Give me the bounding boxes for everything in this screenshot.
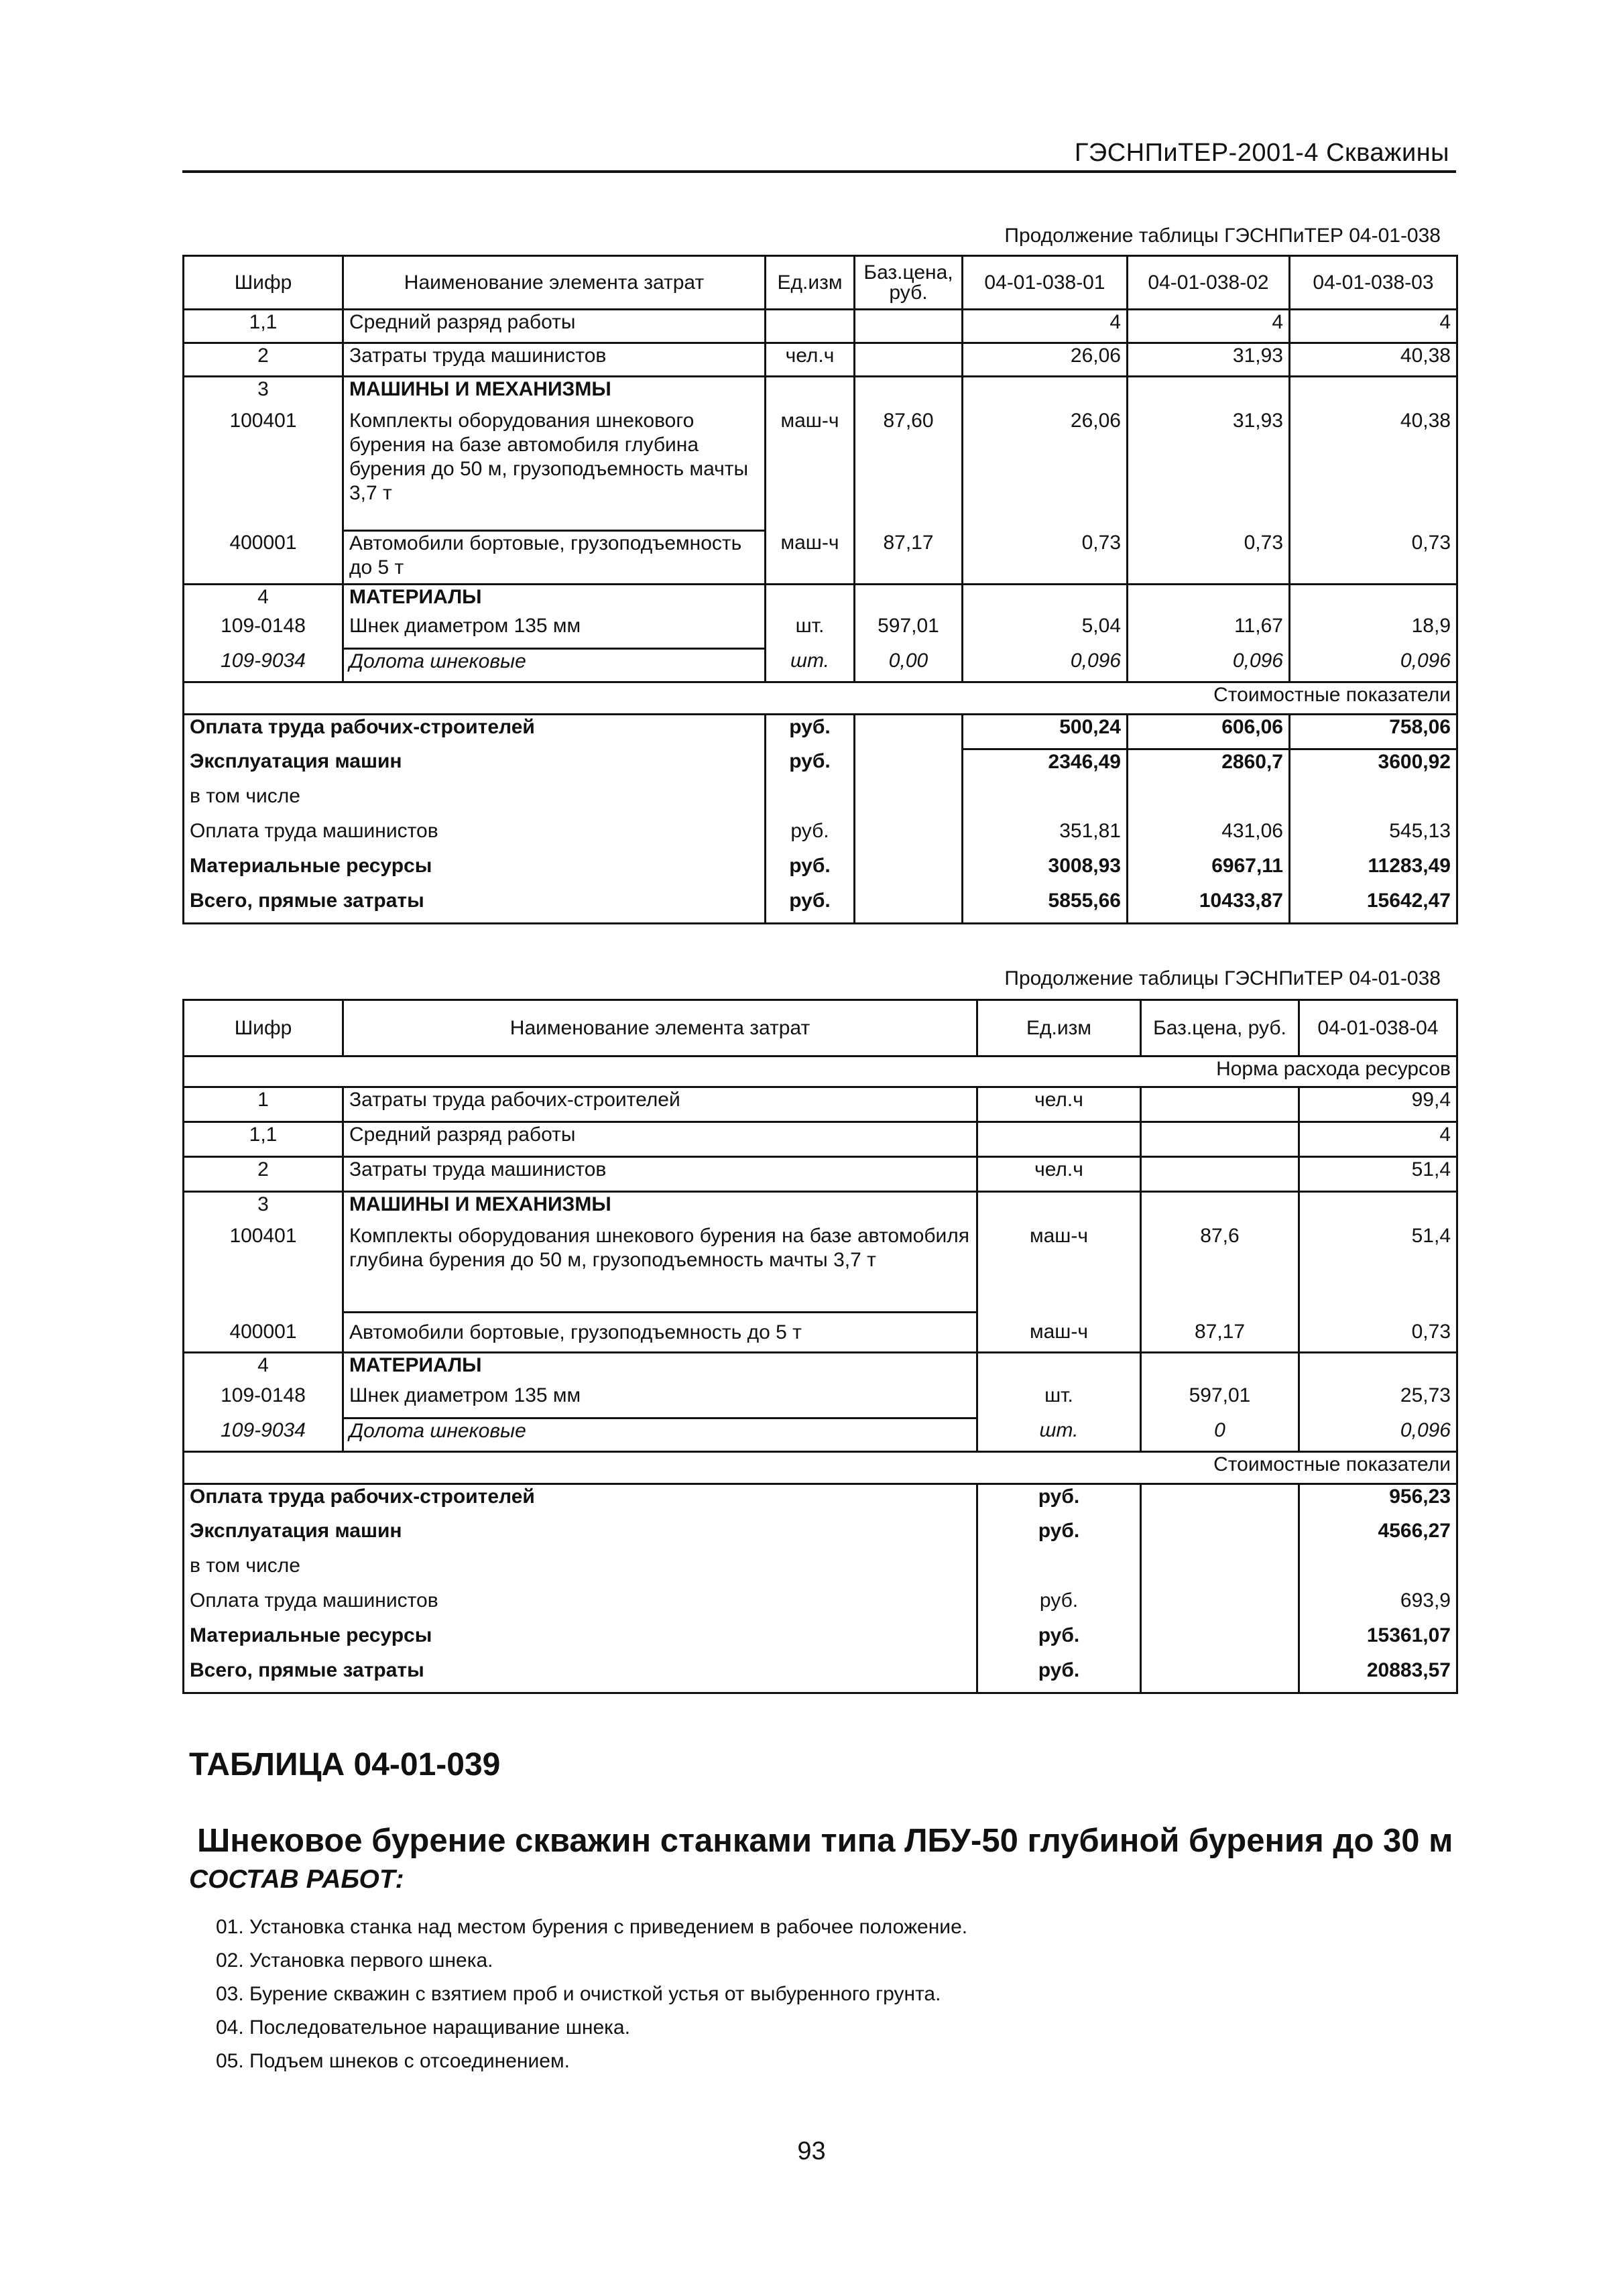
cost-name: Оплата труда рабочих-строителей — [184, 1484, 977, 1519]
row-code: 400001 — [184, 531, 343, 585]
table2-header-row — [184, 1000, 1457, 1056]
cost-price — [855, 819, 963, 854]
row-name: МАШИНЫ И МЕХАНИЗМЫ — [343, 1192, 977, 1224]
cost-price — [1141, 1658, 1299, 1693]
cost-row — [184, 1484, 1457, 1519]
cost-price — [855, 749, 963, 784]
table2-norm-label-row — [184, 1056, 1457, 1087]
row-unit: шт. — [766, 649, 855, 682]
norm-label: Норма расхода ресурсов — [184, 1056, 1457, 1087]
row-value-1: 26,06 — [963, 409, 1128, 531]
table2-continuation: Продолжение таблицы ГЭСНПиТЕР 04-01-038 — [1004, 967, 1441, 989]
cost-row — [184, 1519, 1457, 1554]
header-name: Наименование элемента затрат — [343, 1000, 977, 1056]
row-name: Автомобили бортовые, грузоподъемность до 5 т — [343, 531, 766, 585]
row-unit: чел.ч — [977, 1157, 1141, 1192]
header-col3: 04-01-038-03 — [1290, 256, 1457, 310]
table2 — [182, 999, 1458, 1694]
row-unit: шт. — [977, 1384, 1141, 1418]
cost-unit: руб. — [977, 1589, 1141, 1624]
cost-label: Стоимостные показатели — [184, 1452, 1457, 1484]
row-price — [855, 310, 963, 343]
row-unit: чел.ч — [766, 343, 855, 377]
cost-price — [855, 784, 963, 819]
row-name: МАШИНЫ И МЕХАНИЗМЫ — [343, 377, 766, 409]
table-row — [184, 409, 1457, 531]
cost-unit: руб. — [766, 749, 855, 784]
cost-value-1: 15361,07 — [1299, 1624, 1457, 1658]
header-code: Шифр — [184, 256, 343, 310]
row-name: Комплекты оборудования шнекового бурения на базе автомобиля глубина бурения до 50 м, грузоподъемность мачты 3,7 т — [343, 409, 766, 531]
list-item: 01. Установка станка над местом бурения с приведением в рабочее положение. — [216, 1916, 968, 1938]
header-price: Баз.цена, руб. — [855, 256, 963, 310]
cost-value-1: 2346,49 — [963, 749, 1128, 784]
table2-cost-label-row — [184, 1452, 1457, 1484]
row-value-2 — [1128, 585, 1290, 614]
row-price — [1141, 1122, 1299, 1157]
page-header — [182, 134, 1456, 173]
header-code: Шифр — [184, 1000, 343, 1056]
row-name: Затраты труда рабочих-строителей — [343, 1087, 977, 1122]
row-value-1 — [963, 585, 1128, 614]
row-code: 109-9034 — [184, 1418, 343, 1452]
row-unit: чел.ч — [977, 1087, 1141, 1122]
cost-name: Всего, прямые затраты — [184, 889, 766, 924]
cost-unit: руб. — [766, 889, 855, 924]
row-code: 109-0148 — [184, 1384, 343, 1418]
row-value-2: 4 — [1128, 310, 1290, 343]
table-title: ТАБЛИЦА 04-01-039 — [189, 1747, 501, 1783]
row-price — [1141, 1087, 1299, 1122]
row-code: 2 — [184, 1157, 343, 1192]
table-row — [184, 377, 1457, 409]
row-name: Комплекты оборудования шнекового бурения на базе автомобиля глубина бурения до 50 м, грузоподъемность мачты 3,7 т — [343, 1224, 977, 1313]
row-value-3 — [1290, 377, 1457, 409]
row-code: 4 — [184, 1353, 343, 1384]
cost-value-1: 956,23 — [1299, 1484, 1457, 1519]
row-name: Долота шнековые — [343, 649, 766, 682]
table-row — [184, 585, 1457, 614]
row-unit — [977, 1192, 1141, 1224]
cost-value-3: 3600,92 — [1290, 749, 1457, 784]
cost-row — [184, 1624, 1457, 1658]
cost-value-1: 693,9 — [1299, 1589, 1457, 1624]
cost-price — [855, 854, 963, 889]
cost-row — [184, 784, 1457, 819]
cost-price — [1141, 1484, 1299, 1519]
row-value-1 — [1299, 1353, 1457, 1384]
row-price — [855, 585, 963, 614]
cost-name: Эксплуатация машин — [184, 1519, 977, 1554]
cost-unit: руб. — [766, 819, 855, 854]
cost-value-2: 2860,7 — [1128, 749, 1290, 784]
cost-name: Оплата труда машинистов — [184, 1589, 977, 1624]
row-value-1: 4 — [963, 310, 1128, 343]
table-row — [184, 1157, 1457, 1192]
cost-value-1: 3008,93 — [963, 854, 1128, 889]
cost-unit: руб. — [766, 854, 855, 889]
cost-row — [184, 889, 1457, 924]
row-value-2: 0,73 — [1128, 531, 1290, 585]
row-name: Средний разряд работы — [343, 1122, 977, 1157]
page-number: 93 — [797, 2137, 826, 2165]
row-price: 0,00 — [855, 649, 963, 682]
list-item: 03. Бурение скважин с взятием проб и очисткой устья от выбуренного грунта. — [216, 1983, 941, 2005]
works-list — [216, 1911, 967, 2078]
cost-value-1: 500,24 — [963, 715, 1128, 749]
row-code: 4 — [184, 585, 343, 614]
table-row — [184, 1313, 1457, 1353]
row-unit: маш-ч — [766, 531, 855, 585]
row-value-2: 11,67 — [1128, 614, 1290, 649]
row-unit — [977, 1353, 1141, 1384]
cost-unit: руб. — [977, 1484, 1141, 1519]
row-value-2 — [1128, 377, 1290, 409]
row-value-1: 26,06 — [963, 343, 1128, 377]
row-code: 1,1 — [184, 310, 343, 343]
cost-value-2: 606,06 — [1128, 715, 1290, 749]
cost-value-2: 431,06 — [1128, 819, 1290, 854]
cost-unit — [766, 784, 855, 819]
cost-value-1 — [963, 784, 1128, 819]
cost-price — [855, 715, 963, 749]
table-row — [184, 1418, 1457, 1452]
cost-name: в том числе — [184, 1554, 977, 1589]
list-item: 05. Подъем шнеков с отсоединением. — [216, 2050, 570, 2072]
row-name: Средний разряд работы — [343, 310, 766, 343]
row-price: 597,01 — [855, 614, 963, 649]
cost-name: Материальные ресурсы — [184, 1624, 977, 1658]
row-unit — [977, 1122, 1141, 1157]
table1-header-row — [184, 256, 1457, 310]
row-name: Затраты труда машинистов — [343, 343, 766, 377]
row-price: 87,17 — [855, 531, 963, 585]
cost-row — [184, 1554, 1457, 1589]
table-row — [184, 1122, 1457, 1157]
cost-row — [184, 819, 1457, 854]
cost-price — [1141, 1589, 1299, 1624]
row-unit: шт. — [977, 1418, 1141, 1452]
row-code: 400001 — [184, 1313, 343, 1353]
row-value-1: 0,096 — [963, 649, 1128, 682]
row-value-2: 0,096 — [1128, 649, 1290, 682]
row-name: МАТЕРИАЛЫ — [343, 1353, 977, 1384]
row-price: 87,60 — [855, 409, 963, 531]
section-heading: Шнековое бурение скважин станками типа ЛБУ-50 глубиной бурения до 30 м — [197, 1823, 1453, 1859]
row-name: Затраты труда машинистов — [343, 1157, 977, 1192]
cost-name: Оплата труда машинистов — [184, 819, 766, 854]
row-name: Шнек диаметром 135 мм — [343, 1384, 977, 1418]
header-col1: 04-01-038-01 — [963, 256, 1128, 310]
cost-price — [1141, 1624, 1299, 1658]
cost-value-3 — [1290, 784, 1457, 819]
cost-unit: руб. — [977, 1624, 1141, 1658]
row-value-1: 51,4 — [1299, 1224, 1457, 1313]
row-code: 2 — [184, 343, 343, 377]
row-name: МАТЕРИАЛЫ — [343, 585, 766, 614]
header-price: Баз.цена, руб. — [1141, 1000, 1299, 1056]
cost-price — [855, 889, 963, 924]
cost-unit: руб. — [977, 1658, 1141, 1693]
row-value-2: 31,93 — [1128, 343, 1290, 377]
row-price: 0 — [1141, 1418, 1299, 1452]
cost-price — [1141, 1519, 1299, 1554]
cost-value-3: 11283,49 — [1290, 854, 1457, 889]
row-value-1: 5,04 — [963, 614, 1128, 649]
cost-row — [184, 1658, 1457, 1693]
row-price — [855, 377, 963, 409]
cost-value-3: 758,06 — [1290, 715, 1457, 749]
row-price: 87,17 — [1141, 1313, 1299, 1353]
row-name: Долота шнековые — [343, 1418, 977, 1452]
cost-row — [184, 749, 1457, 784]
works-title: СОСТАВ РАБОТ: — [189, 1865, 404, 1894]
row-value-3 — [1290, 585, 1457, 614]
row-code: 1 — [184, 1087, 343, 1122]
cost-name: Оплата труда рабочих-строителей — [184, 715, 766, 749]
cost-label: Стоимостные показатели — [184, 682, 1457, 715]
cost-value-2 — [1128, 784, 1290, 819]
row-code: 3 — [184, 377, 343, 409]
header-unit: Ед.изм — [766, 256, 855, 310]
cost-value-1: 5855,66 — [963, 889, 1128, 924]
row-unit: шт. — [766, 614, 855, 649]
header-name: Наименование элемента затрат — [343, 256, 766, 310]
row-value-1: 51,4 — [1299, 1157, 1457, 1192]
row-value-3: 18,9 — [1290, 614, 1457, 649]
row-value-3: 40,38 — [1290, 343, 1457, 377]
row-unit — [766, 377, 855, 409]
cost-value-3: 545,13 — [1290, 819, 1457, 854]
row-value-1: 0,096 — [1299, 1418, 1457, 1452]
row-value-1 — [1299, 1192, 1457, 1224]
row-value-1: 25,73 — [1299, 1384, 1457, 1418]
cost-price — [1141, 1554, 1299, 1589]
list-item: 02. Установка первого шнека. — [216, 1949, 493, 1972]
table-row — [184, 310, 1457, 343]
table-row — [184, 649, 1457, 682]
cost-row — [184, 715, 1457, 749]
row-value-1: 0,73 — [963, 531, 1128, 585]
row-unit: маш-ч — [977, 1224, 1141, 1313]
cost-value-1: 4566,27 — [1299, 1519, 1457, 1554]
row-code: 1,1 — [184, 1122, 343, 1157]
row-price — [1141, 1192, 1299, 1224]
row-price: 597,01 — [1141, 1384, 1299, 1418]
table-row — [184, 1087, 1457, 1122]
row-value-2: 31,93 — [1128, 409, 1290, 531]
row-value-1: 4 — [1299, 1122, 1457, 1157]
row-code: 3 — [184, 1192, 343, 1224]
table-row — [184, 531, 1457, 585]
table-row — [184, 614, 1457, 649]
row-price — [1141, 1353, 1299, 1384]
cost-row — [184, 1589, 1457, 1624]
row-value-3: 0,096 — [1290, 649, 1457, 682]
row-name: Шнек диаметром 135 мм — [343, 614, 766, 649]
row-code: 100401 — [184, 1224, 343, 1313]
list-item: 04. Последовательное наращивание шнека. — [216, 2016, 630, 2039]
table1-cost-label-row — [184, 682, 1457, 715]
cost-name: Всего, прямые затраты — [184, 1658, 977, 1693]
cost-unit: руб. — [766, 715, 855, 749]
cost-unit — [977, 1554, 1141, 1589]
row-unit: маш-ч — [766, 409, 855, 531]
row-price — [1141, 1157, 1299, 1192]
cost-name: Материальные ресурсы — [184, 854, 766, 889]
cost-row — [184, 854, 1457, 889]
cost-name: Эксплуатация машин — [184, 749, 766, 784]
header-title: ГЭСНПиТЕР-2001-4 Скважины — [1074, 139, 1449, 167]
table-row — [184, 343, 1457, 377]
header-col1: 04-01-038-04 — [1299, 1000, 1457, 1056]
row-code: 109-0148 — [184, 614, 343, 649]
row-price — [855, 343, 963, 377]
row-unit — [766, 310, 855, 343]
table-row — [184, 1192, 1457, 1224]
row-value-1: 0,73 — [1299, 1313, 1457, 1353]
cost-value-2: 6967,11 — [1128, 854, 1290, 889]
cost-value-1: 351,81 — [963, 819, 1128, 854]
row-value-3: 0,73 — [1290, 531, 1457, 585]
cost-name: в том числе — [184, 784, 766, 819]
table-row — [184, 1353, 1457, 1384]
row-unit: маш-ч — [977, 1313, 1141, 1353]
row-value-1 — [963, 377, 1128, 409]
row-code: 109-9034 — [184, 649, 343, 682]
header-col2: 04-01-038-02 — [1128, 256, 1290, 310]
row-code: 100401 — [184, 409, 343, 531]
row-unit — [766, 585, 855, 614]
cost-value-1: 20883,57 — [1299, 1658, 1457, 1693]
row-value-3: 40,38 — [1290, 409, 1457, 531]
row-name: Автомобили бортовые, грузоподъемность до 5 т — [343, 1313, 977, 1353]
table-row — [184, 1224, 1457, 1313]
table1-continuation: Продолжение таблицы ГЭСНПиТЕР 04-01-038 — [1004, 225, 1441, 247]
cost-unit: руб. — [977, 1519, 1141, 1554]
row-value-3: 4 — [1290, 310, 1457, 343]
row-value-1: 99,4 — [1299, 1087, 1457, 1122]
table-row — [184, 1384, 1457, 1418]
cost-value-1 — [1299, 1554, 1457, 1589]
header-unit: Ед.изм — [977, 1000, 1141, 1056]
table1 — [182, 255, 1458, 924]
cost-value-2: 10433,87 — [1128, 889, 1290, 924]
row-price: 87,6 — [1141, 1224, 1299, 1313]
cost-value-3: 15642,47 — [1290, 889, 1457, 924]
